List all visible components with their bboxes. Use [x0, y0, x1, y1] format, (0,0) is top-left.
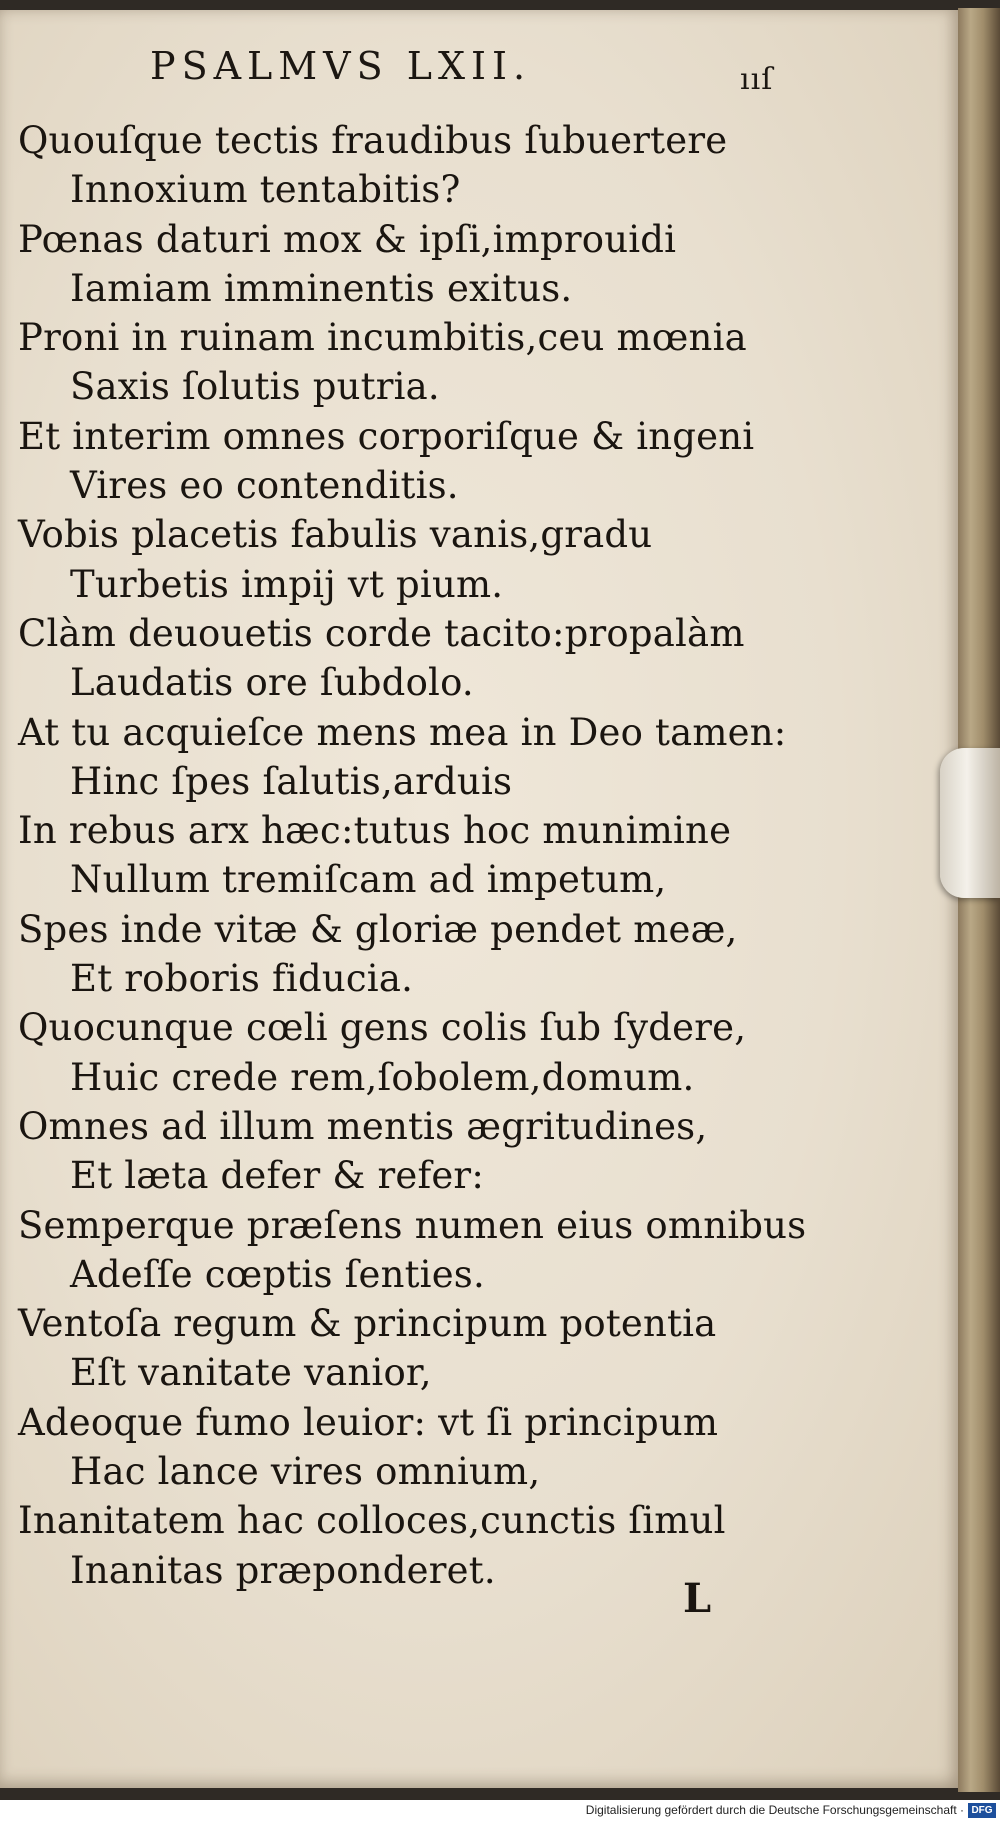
verse-line: At tu acquieſce mens mea in Deo tamen:: [18, 710, 787, 754]
verse-line: Vobis placetis fabulis vanis,gradu: [18, 513, 653, 557]
verse-line: Et læta defer & refer:: [70, 1154, 484, 1198]
verse-line: Laudatis ore ſubdolo.: [70, 661, 474, 705]
verse-line: Proni in ruinam incumbitis,ceu mœnia: [18, 316, 747, 360]
digitization-credit-bar: [0, 1800, 1000, 1822]
verse-line: Adeſſe cœptis ſenties.: [70, 1252, 485, 1296]
dfg-logo: DFG: [968, 1803, 996, 1818]
digitization-credit: Digitalisierung gefördert durch die Deutsche Forschungsgemeinschaft ·: [585, 1803, 964, 1817]
folio-number: ııſ: [740, 62, 774, 97]
verse-line: Iamiam imminentis exitus.: [70, 266, 573, 310]
verse-line: Clàm deuouetis corde tacito:propalàm: [18, 611, 745, 655]
verse-line: Nullum tremiſcam ad impetum,: [70, 858, 667, 902]
verse-line: Innoxium tentabitis?: [70, 168, 461, 212]
verse-line: Et roboris fiducia.: [70, 957, 414, 1001]
page-edge: [958, 8, 1000, 1792]
verse-line: Inanitas præponderet.: [70, 1548, 496, 1592]
verse-line: Huic crede rem,ſobolem,domum.: [70, 1055, 695, 1099]
verse-line: Quocunque cœli gens colis ſub ſydere,: [18, 1006, 747, 1050]
psalm-text: [18, 116, 948, 1595]
running-head: PSALMVS LXII.: [150, 44, 532, 88]
verse-line: Pœnas daturi mox & ipſi,improuidi: [18, 217, 677, 261]
verse-line: Spes inde vitæ & gloriæ pendet meæ,: [18, 907, 738, 951]
verse-line: In rebus arx hæc:tutus hoc munimine: [18, 809, 732, 853]
verse-line: Omnes ad illum mentis ægritudines,: [18, 1104, 708, 1148]
verse-line: Semperque præſens numen eius omnibus: [18, 1203, 807, 1247]
book-clip: [940, 748, 1000, 898]
verse-line: Hac lance vires omnium,: [70, 1450, 541, 1494]
verse-line: Eſt vanitate vanior,: [70, 1351, 432, 1395]
verse-line: Vires eo contenditis.: [70, 464, 459, 508]
catchword: L: [683, 1575, 712, 1622]
verse-line: Hinc ſpes ſalutis,arduis: [70, 759, 513, 803]
verse-line: Ventoſa regum & principum potentia: [18, 1302, 717, 1346]
verse-line: Inanitatem hac colloces,cunctis ſimul: [18, 1499, 726, 1543]
verse-line: Saxis ſolutis putria.: [70, 365, 440, 409]
verse-line: Quouſque tectis fraudibus ſubuertere: [18, 119, 728, 162]
verse-line: Adeoque fumo leuior: vt ſi principum: [18, 1400, 719, 1444]
verse-line: Turbetis impij vt pium.: [70, 562, 504, 606]
book-page: [0, 10, 958, 1788]
verse-line: Et interim omnes corporiſque & ingeni: [18, 414, 755, 458]
